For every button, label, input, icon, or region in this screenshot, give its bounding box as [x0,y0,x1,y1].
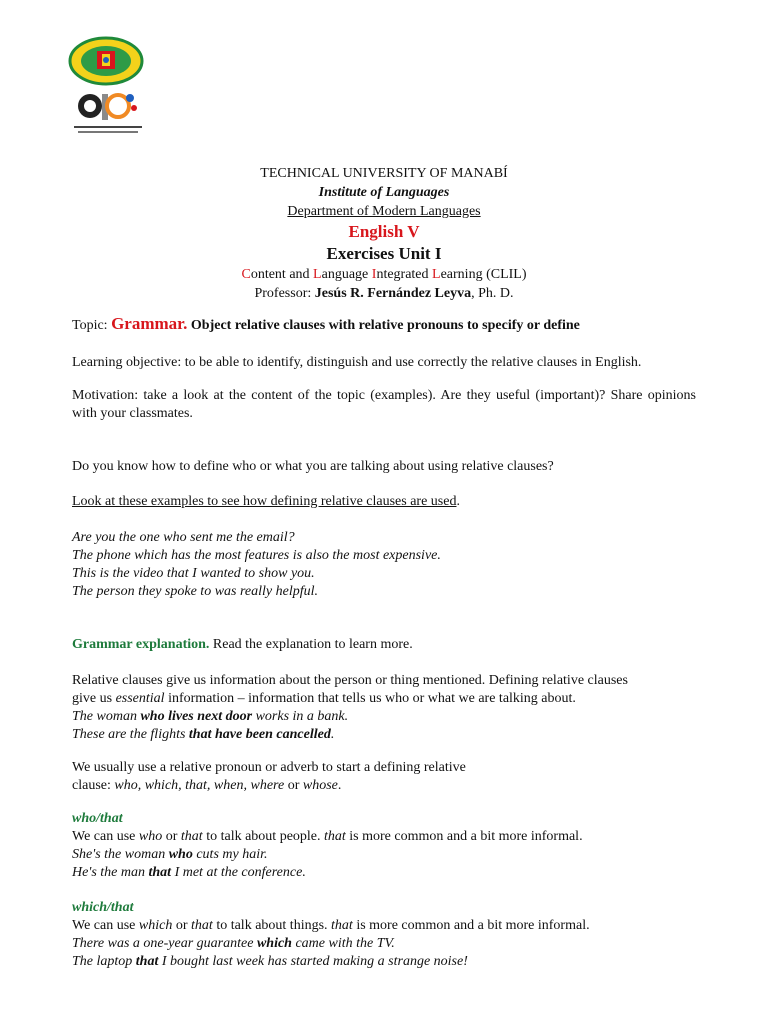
course-title: English V [348,222,420,241]
motivation: Motivation: take a look at the content of the topic (examples). Are they useful (important)? Share opinions with your classmates. [72,388,696,421]
department-name: Department of Modern Languages [287,204,481,219]
document-header [0,164,768,303]
professor-line: Professor: Jesús R. Fernández Leyva, Ph. D. [254,286,514,301]
example-item: These are the flights that have been cancelled. [72,727,335,742]
relative-clauses-paragraph: Relative clauses give us information about the person or thing mentioned. Defining relative clauses give us essential information – information that tells us who or what we are talking about. The woman who lives next door works in a bank. These are the flights that have been cancelled. [72,672,696,744]
grammar-explanation: Grammar explanation. Read the explanation to learn more. [72,637,413,652]
which-that-section: which/that We can use which or that to talk about things. that is more common and a bit more informal. There was a one-year guarantee which came with the TV. The laptop that I bought last week has started making a strange noise! [72,899,696,971]
examples-list [72,529,696,601]
example-item: Are you the one who sent me the email? [72,530,295,545]
clil-line: Content and Language Integrated Learning (CLIL) [241,267,527,282]
example-item: She's the woman who cuts my hair. [72,847,268,862]
usually-paragraph: We usually use a relative pronoun or adverb to start a defining relative clause: who, which, that, when, where or whose. [72,760,466,793]
example-item: The phone which has the most features is also the most expensive. [72,548,441,563]
logos-area [62,36,162,146]
institute-logo-icon [68,88,148,138]
question: Do you know how to define who or what you are talking about using relative clauses? [72,459,554,474]
institute-name: Institute of Languages [318,185,450,200]
topic-line: Topic: Grammar. Object relative clauses with relative pronouns to specify or define [72,314,580,333]
example-item: He's the man that I met at the conference. [72,865,306,880]
section-heading: who/that [72,811,123,826]
section-heading: which/that [72,900,134,915]
university-name: TECHNICAL UNIVERSITY OF MANABÍ [260,166,508,181]
exercises-title: Exercises Unit I [326,244,442,263]
look-at-examples: Look at these examples to see how defining relative clauses are used. [72,494,460,509]
university-seal-icon [68,36,144,86]
learning-objective: Learning objective: to be able to identify, distinguish and use correctly the relative clauses in English. [72,355,642,370]
who-that-section: who/that We can use who or that to talk about people. that is more common and a bit more informal. She's the woman who cuts my hair. He's the man that I met at the conference. [72,810,696,882]
example-item: The laptop that I bought last week has started making a strange noise! [72,954,468,969]
example-item: The person they spoke to was really helpful. [72,584,318,599]
example-item: There was a one-year guarantee which came with the TV. [72,936,395,951]
example-item: This is the video that I wanted to show you. [72,566,315,581]
example-item: The woman who lives next door works in a bank. [72,709,349,724]
